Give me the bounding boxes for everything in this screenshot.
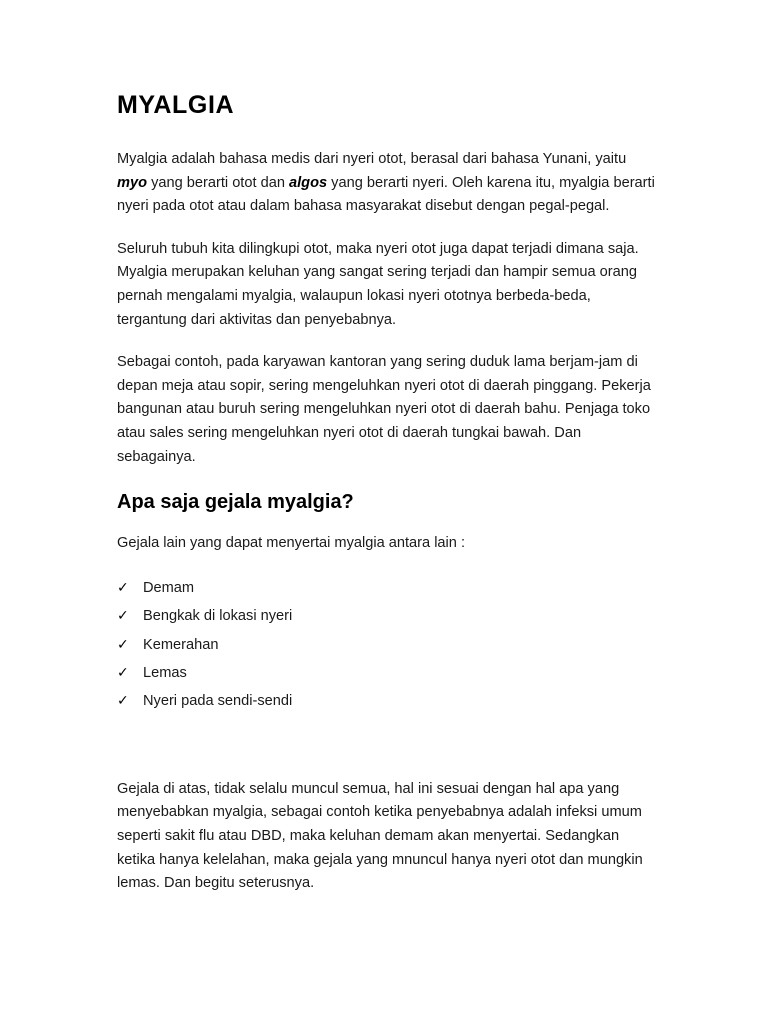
intro-text-part3: yang berarti nyeri. Oleh karena itu, myalgia berarti nyeri pada otot atau dalam bahasa masyarakat disebut dengan pegal-pegal. <box>117 174 655 215</box>
list-item <box>117 574 657 602</box>
paragraph-body-location: Seluruh tubuh kita dilingkupi otot, maka nyeri otot juga dapat terjadi dimana saja. Myalgia merupakan keluhan yang sangat sering terjadi dan hampir semua orang pernah mengalami myalgia, walaupun lokasi nyeri ototnya berbeda-beda, tergantung dari aktivitas dan penyebabnya. <box>117 240 639 328</box>
symptom-label: Kemerahan <box>143 636 219 653</box>
checkmark-icon: ✓ <box>117 693 129 710</box>
symptom-label: Lemas <box>143 664 187 681</box>
list-item <box>117 631 657 659</box>
symptom-label: Demam <box>143 579 195 596</box>
term-algos: algos <box>289 174 328 191</box>
checkmark-icon: ✓ <box>117 608 129 625</box>
intro-paragraph <box>117 148 657 219</box>
checkmark-icon: ✓ <box>117 664 129 681</box>
intro-text-part1: Myalgia adalah bahasa medis dari nyeri otot, berasal dari bahasa Yunani, yaitu <box>117 151 627 167</box>
document-title: MYALGIA <box>117 91 235 119</box>
symptom-list <box>117 574 657 716</box>
checkmark-icon: ✓ <box>117 636 129 653</box>
closing-paragraph: Gejala di atas, tidak selalu muncul semua, hal ini sesuai dengan hal apa yang menyebabkan myalgia, sebagai contoh ketika penyebabnya adalah infeksi umum seperti sakit flu atau DBD, maka keluhan demam akan menyertai. Sedangkan ketika hanya kelelahan, maka gejala yang mnuncul hanya nyeri otot dan mungkin lemas. Dan begitu seterusnya. <box>117 780 643 892</box>
symptom-label: Bengkak di lokasi nyeri <box>143 608 293 625</box>
document-body <box>117 88 657 915</box>
list-item <box>117 602 657 630</box>
intro-text-part2: yang berarti otot dan <box>147 174 289 191</box>
symptoms-intro: Gejala lain yang dapat menyertai myalgia antara lain : <box>117 535 466 552</box>
list-item <box>117 659 657 687</box>
term-myo: myo <box>117 174 148 191</box>
symptom-label: Nyeri pada sendi-sendi <box>143 693 293 710</box>
section-heading-symptoms: Apa saja gejala myalgia? <box>117 491 354 514</box>
checkmark-icon: ✓ <box>117 579 129 596</box>
paragraph-examples: Sebagai contoh, pada karyawan kantoran yang sering duduk lama berjam-jam di depan meja atau sopir, sering mengeluhkan nyeri otot di daerah pinggang. Pekerja bangunan atau buruh sering mengeluhkan nyeri otot di daerah bahu. Penjaga toko atau sales sering mengeluhkan nyeri otot di daerah tungkai bawah. Dan sebagainya. <box>117 354 651 465</box>
list-item <box>117 687 657 715</box>
